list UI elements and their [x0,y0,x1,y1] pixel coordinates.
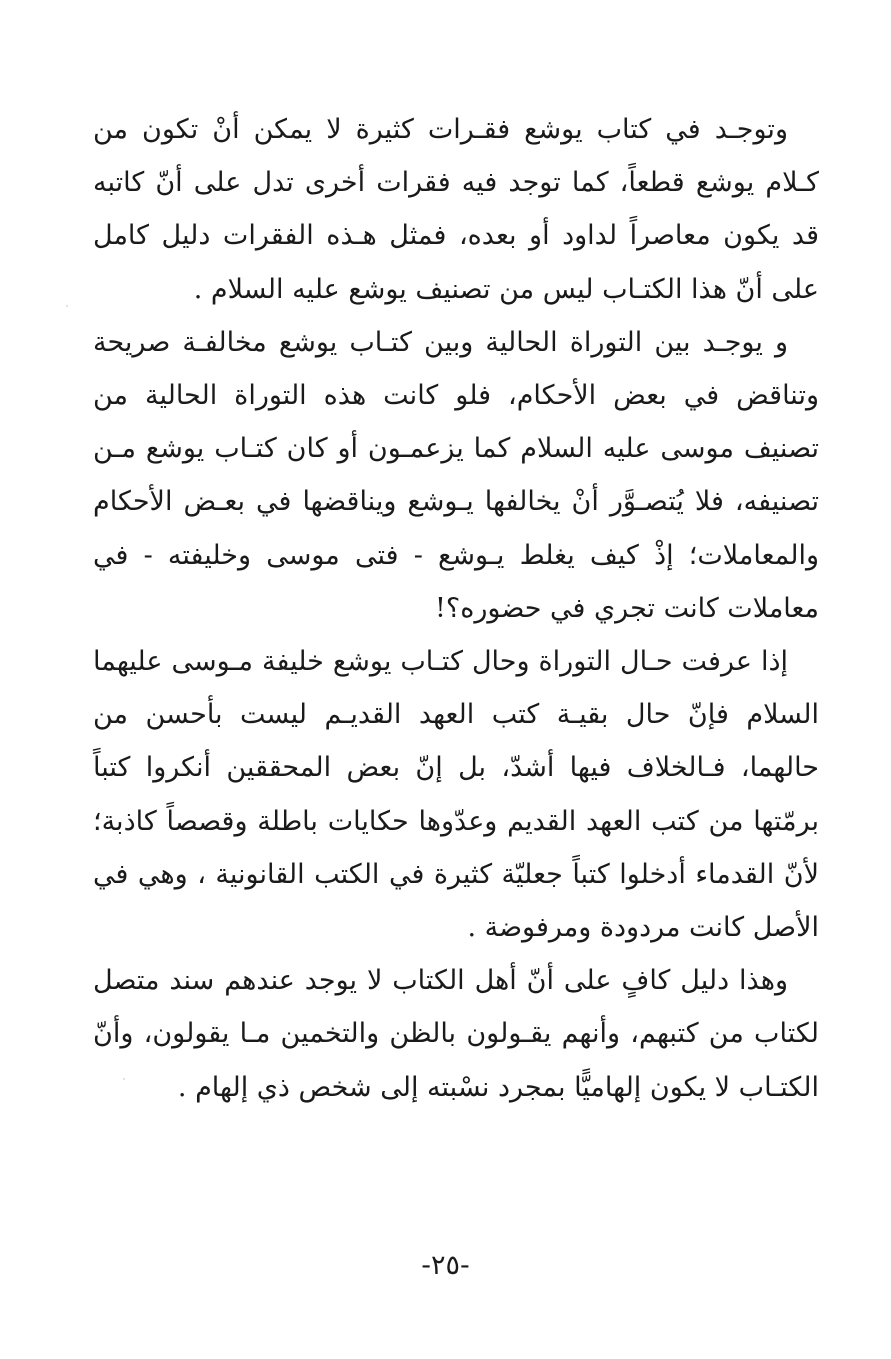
paragraph-1: وتوجـد في كتاب يوشع فقـرات كثيرة لا يمكن أنْ تكون من كـلام يوشع قطعاً، كما توجد فيه فقرات أخرى تدل على أنّ كاتبه قد يكون معاصراً لداود أو بعده، فمثل هـذه الفقرات دليل كامل على أنّ هذا الكتـاب ليس من تصنيف يوشع عليه السلام . [93,114,819,305]
scan-speck [123,1078,125,1080]
scan-speck [66,305,68,307]
page-number: -٢٥- [421,1250,470,1281]
paragraph-4: وهذا دليل كافٍ على أنّ أهل الكتاب لا يوجد عندهم سند متصل لكتاب من كتبهم، وأنهم يقـولون بالظن والتخمين مـا يقولون، وأنّ الكتـاب لا يكون إلهاميًّا بمجرد نسْبته إلى شخص ذي إلهام . [93,965,819,1103]
body-text [93,103,819,1114]
paragraph-3: إذا عرفت حـال التوراة وحال كتـاب يوشع خليفة مـوسى عليهما السلام فإنّ حال بقيـة كتب العهد القديـم ليست بأحسن من حالهما، فـالخلاف فيها أشدّ، بل إنّ بعض المحققين أنكروا كتباً برمّتها من كتب العهد القديم وعدّوها حكايات باطلة وقصصاً كاذبة؛ لأنّ القدماء أدخلوا كتباً جعليّة كثيرة في الكتب القانونية ، وهي في الأصل كانت مردودة ومرفوضة . [93,646,819,944]
paragraph-2: و يوجـد بين التوراة الحالية وبين كتـاب يوشع مخالفـة صريحة وتناقض في بعض الأحكام، فلو كانت هذه التوراة الحالية من تصنيف موسى عليه السلام كما يزعمـون أو كان كتـاب يوشع مـن تصنيفه، فلا يُتصـوَّر أنْ يخالفها يـوشع ويناقضها في بعـض الأحكام والمعاملات؛ إذْ كيف يغلط يـوشع - فتى موسى وخليفته - في معاملات كانت تجري في حضوره؟! [93,326,819,624]
